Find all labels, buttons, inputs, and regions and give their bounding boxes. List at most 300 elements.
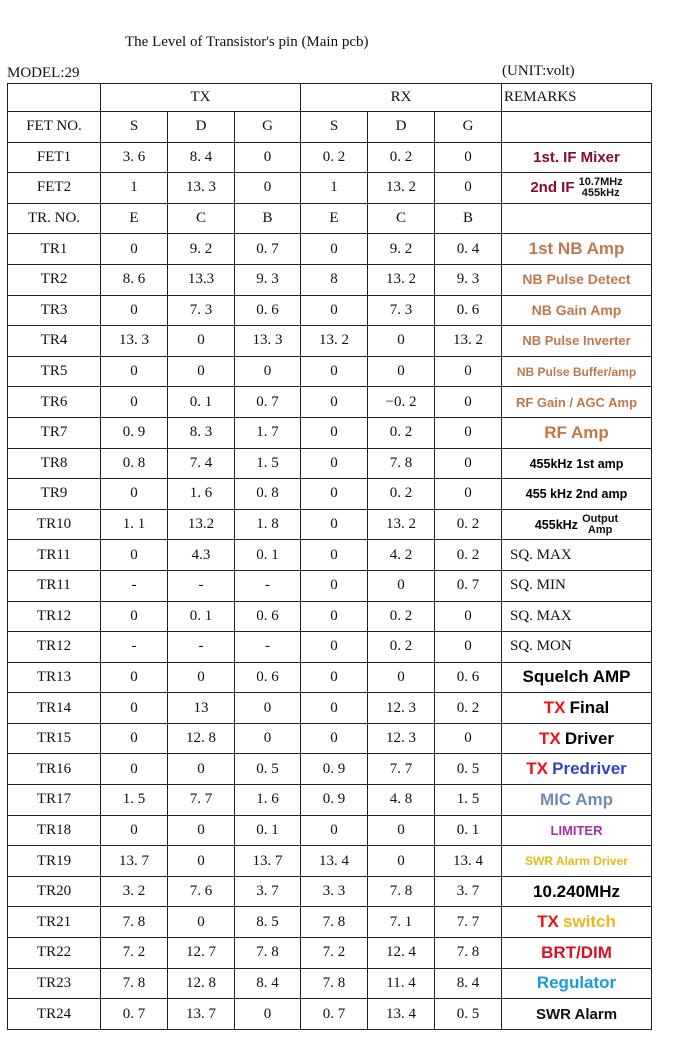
remark-text: 455kHz [534,517,578,532]
rx-value-cell: 13. 4 [301,846,368,877]
table-row [8,417,652,448]
remark-text: SWR Alarm Driver [525,854,628,869]
device-id-cell: TR11 [8,540,101,571]
table-row [8,907,652,938]
remark-tx-label: TX [526,759,548,779]
remark-cell [502,999,652,1030]
tx-value-cell: 7. 4 [168,448,235,479]
tx-value-cell: 0 [235,999,301,1030]
table-row [8,509,652,540]
device-id-cell: TR4 [8,326,101,357]
rx-value-cell: 4. 2 [368,540,435,571]
tx-value-cell: 0 [101,815,168,846]
remark-cell [502,448,652,479]
tx-value-cell: 0. 8 [235,479,301,510]
remark-cell [502,662,652,693]
table-row [8,479,652,510]
remark-subtext-line: 455kHz [581,186,620,199]
table-row [8,876,652,907]
table-row [8,387,652,418]
tx-value-cell: 7. 8 [235,938,301,969]
rx-value-cell: 0. 2 [368,417,435,448]
tx-value-cell: 1. 1 [101,509,168,540]
rx-value-cell: 0 [435,142,502,173]
tx-value-cell: 3. 7 [235,876,301,907]
device-id-cell: TR23 [8,968,101,999]
rx-value-cell: 0. 2 [368,632,435,663]
tx-value-cell: - [101,632,168,663]
rx-value-cell: 0 [301,723,368,754]
tx-value-cell: 8. 5 [235,907,301,938]
tx-value-cell: 12. 8 [168,723,235,754]
col-header: B [235,203,301,234]
col-header: E [101,203,168,234]
rx-value-cell: 0 [301,632,368,663]
rx-value-cell: 0 [301,662,368,693]
rx-value-cell: 3. 7 [435,876,502,907]
device-id-cell: TR22 [8,938,101,969]
tx-value-cell: 1 [101,173,168,204]
remark-cell [502,754,652,785]
device-id-cell: TR19 [8,846,101,877]
rx-value-cell: 7. 2 [301,938,368,969]
tx-value-cell: 0 [101,356,168,387]
remark-empty [502,112,652,143]
rx-value-cell: 0 [435,417,502,448]
rx-value-cell: 0 [435,448,502,479]
remark-text: SQ. MON [510,638,572,655]
rx-value-cell: 0 [301,570,368,601]
device-id-cell: TR6 [8,387,101,418]
rx-value-cell: 0 [368,356,435,387]
table-row [8,754,652,785]
rx-value-cell: 9. 3 [435,264,502,295]
rx-value-cell: 0. 5 [435,999,502,1030]
tx-value-cell: 7. 8 [101,968,168,999]
tx-value-cell: 0 [101,723,168,754]
remark-text: SQ. MAX [510,607,572,624]
rx-value-cell: 0 [301,448,368,479]
tx-value-cell: 7. 6 [168,876,235,907]
rx-value-cell: 0 [435,479,502,510]
rx-value-cell: 0 [301,540,368,571]
tx-value-cell: 0 [168,356,235,387]
rx-value-cell: 0. 2 [435,693,502,724]
remark-empty [502,203,652,234]
rx-value-cell: 7. 7 [435,907,502,938]
tx-value-cell: 0 [101,693,168,724]
remark-cell [502,601,652,632]
tr-no-label: TR. NO. [8,203,101,234]
rx-value-cell: 1 [301,173,368,204]
rx-value-cell: 0. 7 [301,999,368,1030]
rx-value-cell: 0 [301,234,368,265]
table-row [8,723,652,754]
tx-value-cell: 0 [235,142,301,173]
rx-value-cell: 7. 7 [368,754,435,785]
remark-cell [502,417,652,448]
table-row [8,173,652,204]
tx-value-cell: 0 [235,723,301,754]
voltage-table [7,83,652,1030]
col-header: D [368,112,435,143]
tx-value-cell: 0. 6 [235,601,301,632]
table-row [8,662,652,693]
tx-value-cell: - [168,632,235,663]
rx-value-cell: 0. 7 [435,570,502,601]
remark-text: NB Pulse Buffer/amp [516,365,637,380]
table-row [8,234,652,265]
rx-value-cell: 13. 2 [435,326,502,357]
remark-cell [502,326,652,357]
tx-value-cell: 13.3 [168,264,235,295]
header-row [8,84,652,112]
tx-value-cell: 0. 7 [235,387,301,418]
tx-value-cell: 13 [168,693,235,724]
remark-text: SWR Alarm [535,1005,618,1023]
remark-cell [502,846,652,877]
rx-value-cell: 0 [301,601,368,632]
remark-cell [502,387,652,418]
remark-text: NB Pulse Detect [522,271,631,288]
col-header: C [368,203,435,234]
rx-value-cell: 8 [301,264,368,295]
tr-header-row [8,203,652,234]
remark-cell [502,570,652,601]
tx-value-cell: 9. 3 [235,264,301,295]
rx-value-cell: 0 [435,387,502,418]
rx-value-cell: 0 [368,570,435,601]
rx-value-cell: 13. 2 [368,509,435,540]
rx-value-cell: 0. 6 [435,662,502,693]
rx-value-cell: 0 [368,815,435,846]
table-row [8,632,652,663]
remark-text: SQ. MIN [510,577,566,594]
unit-label: (UNIT:volt) [502,63,575,79]
table-row [8,326,652,357]
remark-tx-label: TX [543,698,566,718]
rx-value-cell: 0 [301,387,368,418]
table-row [8,142,652,173]
device-id-cell: TR8 [8,448,101,479]
rx-value-cell: 1. 5 [435,785,502,816]
rx-value-cell: 0 [301,509,368,540]
remark-subtext-line: 10.7MHz [578,175,623,188]
rx-value-cell: 0 [435,632,502,663]
remark-cell [502,479,652,510]
rx-value-cell: 0. 2 [301,142,368,173]
tx-value-cell: 12. 7 [168,938,235,969]
tx-value-cell: - [235,632,301,663]
remark-cell [502,509,652,540]
remark-tx-label: TX [538,728,561,748]
rx-value-cell: 7. 8 [368,448,435,479]
rx-value-cell: 13. 2 [368,173,435,204]
model-label: MODEL:29 [7,65,80,81]
remark-cell [502,815,652,846]
device-id-cell: TR9 [8,479,101,510]
col-header: S [301,112,368,143]
rx-value-cell: 0. 5 [435,754,502,785]
tx-value-cell: 1. 8 [235,509,301,540]
rx-value-cell: 0 [301,693,368,724]
col-header: S [101,112,168,143]
remark-text: switch [563,912,616,932]
tx-value-cell: 12. 8 [168,968,235,999]
remark-text: Squelch AMP [522,667,631,687]
rx-value-cell: 0 [368,662,435,693]
tx-value-cell: 0 [101,540,168,571]
remark-cell [502,785,652,816]
tx-value-cell: 7. 7 [168,785,235,816]
tx-value-cell: 0 [101,601,168,632]
tx-value-cell: 0. 7 [101,999,168,1030]
device-id-cell: TR11 [8,570,101,601]
col-header: E [301,203,368,234]
tx-value-cell: 13. 3 [168,173,235,204]
rx-value-cell: 12. 3 [368,693,435,724]
device-id-cell: TR5 [8,356,101,387]
tx-value-cell: 0. 1 [235,815,301,846]
remark-cell [502,234,652,265]
table-row [8,999,652,1030]
col-header: C [168,203,235,234]
remark-subtext-line: Output [582,512,619,525]
header-empty-cell [8,84,101,112]
table-row [8,693,652,724]
rx-value-cell: 0. 2 [435,509,502,540]
remark-cell [502,295,652,326]
tx-value-cell: 7. 3 [168,295,235,326]
device-id-cell: FET1 [8,142,101,173]
rx-value-cell: 0. 9 [301,785,368,816]
tx-value-cell: 13. 3 [235,326,301,357]
remark-text: LIMITER [550,822,603,838]
rx-value-cell: 4. 8 [368,785,435,816]
tx-value-cell: 3. 6 [101,142,168,173]
tx-value-cell: 9. 2 [168,234,235,265]
tx-value-cell: - [168,570,235,601]
rx-value-cell: 12. 3 [368,723,435,754]
rx-value-cell: 7. 3 [368,295,435,326]
remarks-header: REMARKS [502,84,652,112]
tx-value-cell: 0 [235,356,301,387]
rx-value-cell: 8. 4 [435,968,502,999]
rx-value-cell: 7. 1 [368,907,435,938]
tx-value-cell: 0 [168,815,235,846]
device-id-cell: TR21 [8,907,101,938]
rx-value-cell: −0. 2 [368,387,435,418]
tx-value-cell: 0 [101,295,168,326]
tx-value-cell: 1. 6 [168,479,235,510]
device-id-cell: TR14 [8,693,101,724]
remark-text: 2nd IF [530,178,575,196]
device-id-cell: TR12 [8,632,101,663]
table-row [8,448,652,479]
remark-text: Final [569,698,610,718]
tx-header: TX [101,84,301,112]
tx-value-cell: 0 [168,846,235,877]
tx-value-cell: 7. 8 [101,907,168,938]
remark-text: 455kHz 1st amp [529,456,624,471]
rx-value-cell: 0 [435,601,502,632]
device-id-cell: TR12 [8,601,101,632]
remark-tx-label: TX [537,912,559,932]
tx-value-cell: 0 [168,907,235,938]
rx-value-cell: 0. 6 [435,295,502,326]
rx-value-cell: 0 [301,479,368,510]
tx-value-cell: 13.2 [168,509,235,540]
tx-value-cell: 0 [101,479,168,510]
tx-value-cell: 0 [101,234,168,265]
remark-cell [502,632,652,663]
tx-value-cell: 0 [235,173,301,204]
remark-subtext-line: Amp [587,523,613,536]
fet-no-label: FET NO. [8,112,101,143]
device-id-cell: TR1 [8,234,101,265]
rx-value-cell: 7. 8 [301,968,368,999]
table-row [8,540,652,571]
rx-value-cell: 0 [435,173,502,204]
col-header: B [435,203,502,234]
remark-text: SQ. MAX [510,546,572,563]
tx-value-cell: 0. 9 [101,417,168,448]
remark-text: RF Gain / AGC Amp [515,394,638,410]
table-row [8,601,652,632]
device-id-cell: TR20 [8,876,101,907]
device-id-cell: TR10 [8,509,101,540]
tx-value-cell: 0 [101,662,168,693]
rx-header: RX [301,84,502,112]
table-row [8,356,652,387]
tx-value-cell: 0. 5 [235,754,301,785]
remark-text: RF Amp [544,422,609,442]
remark-cell [502,968,652,999]
table-row [8,785,652,816]
device-id-cell: TR16 [8,754,101,785]
tx-value-cell: 1. 6 [235,785,301,816]
col-header: D [168,112,235,143]
tx-value-cell: 0. 6 [235,662,301,693]
tx-value-cell: 7. 2 [101,938,168,969]
tx-value-cell: 3. 2 [101,876,168,907]
remark-subtext [579,177,623,199]
remark-text: NB Gain Amp [531,301,622,318]
table-row [8,295,652,326]
rx-value-cell: 12. 4 [368,938,435,969]
rx-value-cell: 0 [435,356,502,387]
tx-value-cell: 1. 5 [101,785,168,816]
tx-value-cell: 0. 1 [235,540,301,571]
remark-text: 10.240MHz [533,881,620,901]
rx-value-cell: 0. 2 [368,601,435,632]
remark-cell [502,693,652,724]
rx-value-cell: 13. 2 [368,264,435,295]
remark-text: 1st NB Amp [528,239,625,259]
tx-value-cell: 0. 1 [168,387,235,418]
device-id-cell: TR17 [8,785,101,816]
rx-value-cell: 0 [301,356,368,387]
col-header: G [235,112,301,143]
rx-value-cell: 0. 9 [301,754,368,785]
remark-cell [502,173,652,204]
tx-value-cell: 13. 7 [101,846,168,877]
tx-value-cell: 1. 7 [235,417,301,448]
remark-cell [502,540,652,571]
remark-text: Regulator [536,973,617,993]
tx-value-cell: 13. 7 [168,999,235,1030]
device-id-cell: TR24 [8,999,101,1030]
tx-value-cell: 13. 3 [101,326,168,357]
device-id-cell: TR7 [8,417,101,448]
rx-value-cell: 0. 1 [435,815,502,846]
remark-cell [502,907,652,938]
rx-value-cell: 7. 8 [435,938,502,969]
tx-value-cell: 0 [101,387,168,418]
tx-value-cell: 0 [168,326,235,357]
tx-value-cell: 8. 6 [101,264,168,295]
tx-value-cell: 0 [168,662,235,693]
rx-value-cell: 7. 8 [301,907,368,938]
document-title: The Level of Transistor's pin (Main pcb) [125,34,369,50]
remark-cell [502,723,652,754]
table-row [8,815,652,846]
rx-value-cell: 0. 2 [435,540,502,571]
device-id-cell: FET2 [8,173,101,204]
fet-header-row [8,112,652,143]
tx-value-cell: 1. 5 [235,448,301,479]
tx-value-cell: 0 [168,754,235,785]
table-row [8,938,652,969]
remark-text: 455 kHz 2nd amp [525,487,628,502]
device-id-cell: TR3 [8,295,101,326]
device-id-cell: TR15 [8,723,101,754]
rx-value-cell: 0 [368,846,435,877]
tx-value-cell: 13. 7 [235,846,301,877]
rx-value-cell: 13. 4 [368,999,435,1030]
remark-cell [502,356,652,387]
rx-value-cell: 0. 2 [368,479,435,510]
tx-value-cell: 8. 4 [235,968,301,999]
rx-value-cell: 7. 8 [368,876,435,907]
tx-value-cell: - [235,570,301,601]
rx-value-cell: 11. 4 [368,968,435,999]
rx-value-cell: 0 [435,723,502,754]
tx-value-cell: - [101,570,168,601]
tx-value-cell: 8. 4 [168,142,235,173]
rx-value-cell: 0 [368,326,435,357]
col-header: G [435,112,502,143]
table-row [8,846,652,877]
rx-value-cell: 0 [301,295,368,326]
table-row [8,264,652,295]
rx-value-cell: 0. 2 [368,142,435,173]
rx-value-cell: 0 [301,815,368,846]
tx-value-cell: 8. 3 [168,417,235,448]
remark-cell [502,938,652,969]
tx-value-cell: 0 [101,754,168,785]
remark-subtext [582,514,618,536]
rx-value-cell: 0 [301,417,368,448]
remark-cell [502,264,652,295]
rx-value-cell: 0. 4 [435,234,502,265]
remark-text: NB Pulse Inverter [522,333,631,349]
device-id-cell: TR18 [8,815,101,846]
remark-text: BRT/DIM [541,942,612,962]
remark-text: Predriver [552,759,627,779]
table-row [8,968,652,999]
remark-text: Driver [564,728,615,748]
